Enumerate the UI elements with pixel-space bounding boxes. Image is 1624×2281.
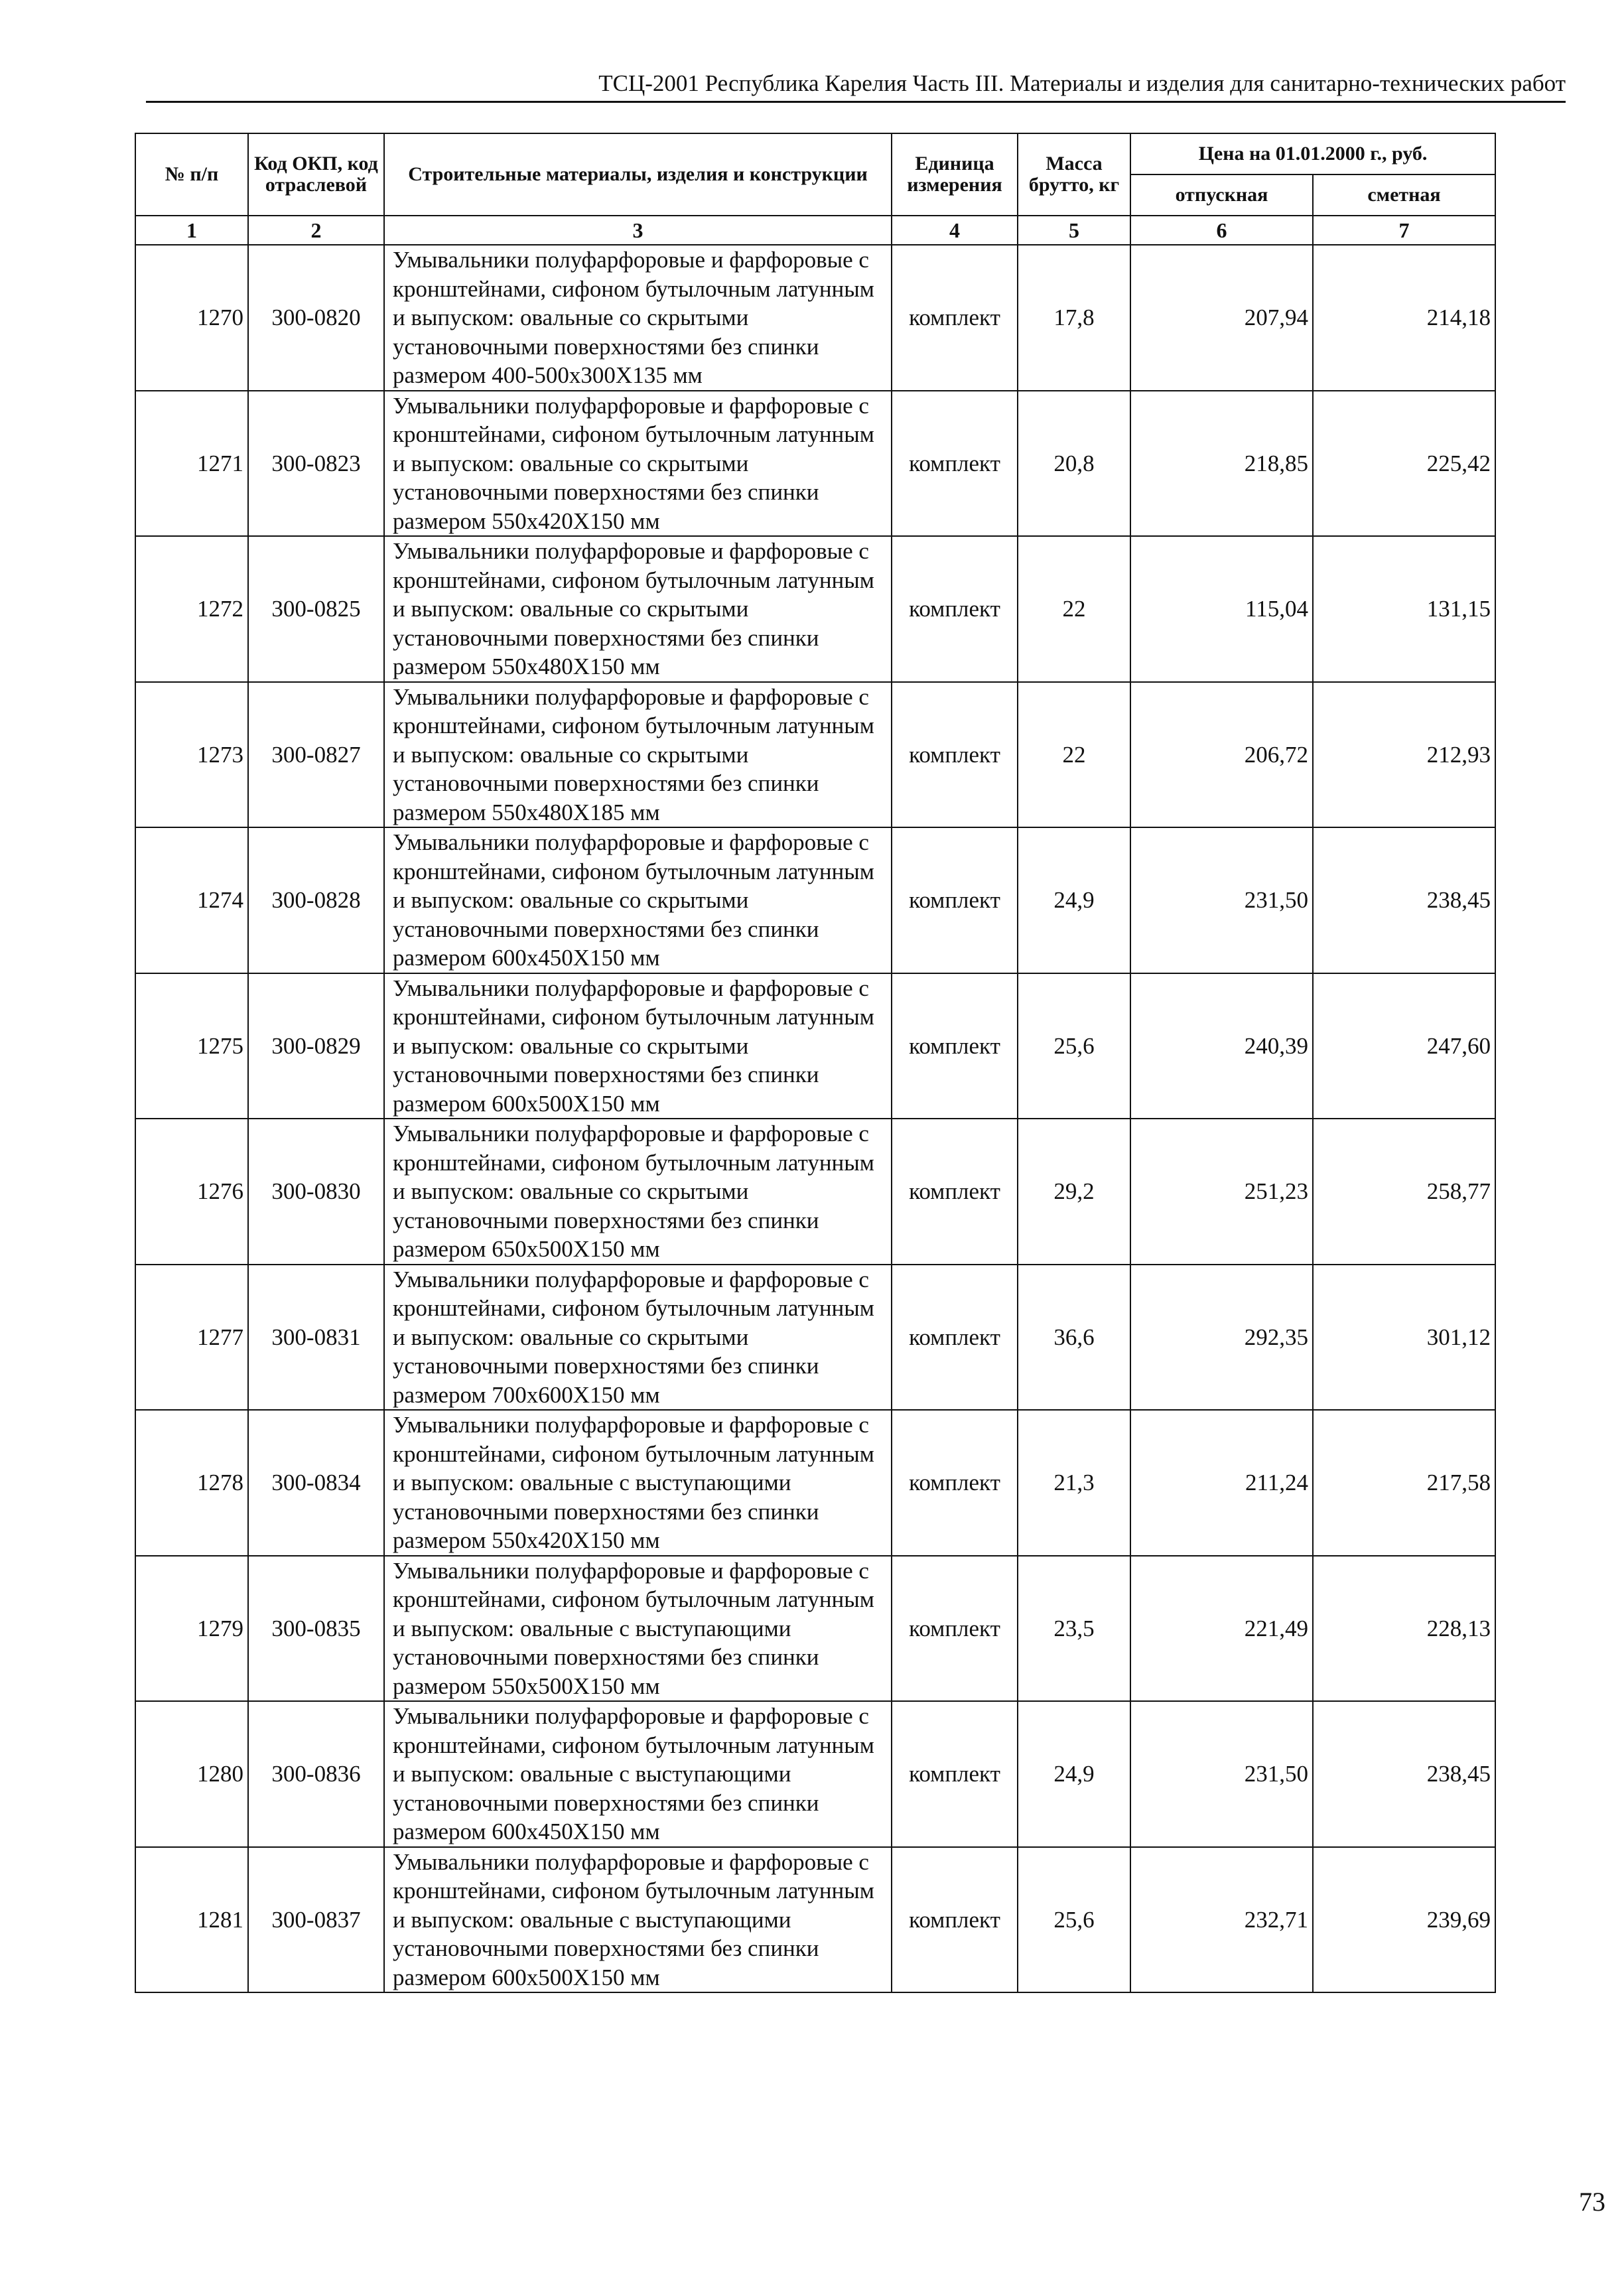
row-description: Умывальники полуфарфоровые и фарфоровые с кронштейнами, сифоном бутылочным латунным и выпуском: овальные со скрытыми установочными поверхностями без спинки размером 550х480Х150 мм — [384, 536, 892, 682]
row-code: 300-0820 — [248, 245, 384, 391]
row-number: 1277 — [135, 1265, 248, 1411]
table-row — [135, 1119, 1495, 1265]
column-number: 5 — [1018, 216, 1130, 245]
column-number: 6 — [1130, 216, 1313, 245]
row-price-release: 240,39 — [1130, 973, 1313, 1119]
row-mass: 25,6 — [1018, 1847, 1130, 1993]
row-unit: комплект — [892, 827, 1018, 973]
row-unit: комплект — [892, 1119, 1018, 1265]
row-unit: комплект — [892, 682, 1018, 828]
row-price-release: 206,72 — [1130, 682, 1313, 828]
row-price-estimate: 131,15 — [1313, 536, 1495, 682]
row-price-release: 251,23 — [1130, 1119, 1313, 1265]
row-description: Умывальники полуфарфоровые и фарфоровые с кронштейнами, сифоном бутылочным латунным и выпуском: овальные с выступающими установочными поверхностями без спинки размером 550х420Х150 мм — [384, 1410, 892, 1556]
row-unit: комплект — [892, 1410, 1018, 1556]
running-header: ТСЦ-2001 Республика Карелия Часть III. Материалы и изделия для санитарно-технических работ — [598, 70, 1566, 96]
page-number: 73 — [1579, 2187, 1605, 2217]
row-price-release: 221,49 — [1130, 1556, 1313, 1702]
table-row — [135, 245, 1495, 391]
row-number: 1280 — [135, 1701, 248, 1847]
table-row — [135, 1847, 1495, 1993]
column-number: 7 — [1313, 216, 1495, 245]
row-price-release: 115,04 — [1130, 536, 1313, 682]
row-unit: комплект — [892, 245, 1018, 391]
row-description: Умывальники полуфарфоровые и фарфоровые с кронштейнами, сифоном бутылочным латунным и выпуском: овальные со скрытыми установочными поверхностями без спинки размером 700х600Х150 мм — [384, 1265, 892, 1411]
table-row — [135, 1265, 1495, 1411]
row-mass: 22 — [1018, 682, 1130, 828]
row-unit: комплект — [892, 536, 1018, 682]
row-description: Умывальники полуфарфоровые и фарфоровые с кронштейнами, сифоном бутылочным латунным и выпуском: овальные с выступающими установочными поверхностями без спинки размером 600х450Х150 мм — [384, 1701, 892, 1847]
row-number: 1271 — [135, 391, 248, 537]
row-mass: 36,6 — [1018, 1265, 1130, 1411]
row-mass: 23,5 — [1018, 1556, 1130, 1702]
row-unit: комплект — [892, 973, 1018, 1119]
row-number: 1274 — [135, 827, 248, 973]
row-price-estimate: 301,12 — [1313, 1265, 1495, 1411]
price-table — [135, 133, 1496, 1993]
column-number: 4 — [892, 216, 1018, 245]
row-price-estimate: 225,42 — [1313, 391, 1495, 537]
row-price-release: 207,94 — [1130, 245, 1313, 391]
row-price-estimate: 217,58 — [1313, 1410, 1495, 1556]
header-rule — [146, 101, 1566, 103]
row-price-estimate: 228,13 — [1313, 1556, 1495, 1702]
row-unit: комплект — [892, 1265, 1018, 1411]
row-number: 1281 — [135, 1847, 248, 1993]
row-mass: 22 — [1018, 536, 1130, 682]
table-row — [135, 973, 1495, 1119]
table-row — [135, 1701, 1495, 1847]
row-description: Умывальники полуфарфоровые и фарфоровые с кронштейнами, сифоном бутылочным латунным и выпуском: овальные со скрытыми установочными поверхностями без спинки размером 600х450Х150 мм — [384, 827, 892, 973]
row-price-release: 231,50 — [1130, 1701, 1313, 1847]
row-price-release: 211,24 — [1130, 1410, 1313, 1556]
row-code: 300-0837 — [248, 1847, 384, 1993]
header-price-estimate: сметная — [1313, 174, 1495, 216]
row-mass: 21,3 — [1018, 1410, 1130, 1556]
header-name: Строительные материалы, изделия и конструкции — [384, 133, 892, 216]
row-description: Умывальники полуфарфоровые и фарфоровые с кронштейнами, сифоном бутылочным латунным и выпуском: овальные с выступающими установочными поверхностями без спинки размером 600х500Х150 мм — [384, 1847, 892, 1993]
row-code: 300-0830 — [248, 1119, 384, 1265]
row-price-estimate: 238,45 — [1313, 1701, 1495, 1847]
row-description: Умывальники полуфарфоровые и фарфоровые с кронштейнами, сифоном бутылочным латунным и выпуском: овальные со скрытыми установочными поверхностями без спинки размером 600х500Х150 мм — [384, 973, 892, 1119]
row-price-release: 218,85 — [1130, 391, 1313, 537]
column-number: 2 — [248, 216, 384, 245]
header-row — [135, 133, 1495, 174]
row-unit: комплект — [892, 1701, 1018, 1847]
column-number: 3 — [384, 216, 892, 245]
row-description: Умывальники полуфарфоровые и фарфоровые с кронштейнами, сифоном бутылочным латунным и выпуском: овальные со скрытыми установочными поверхностями без спинки размером 550х420Х150 мм — [384, 391, 892, 537]
row-number: 1279 — [135, 1556, 248, 1702]
row-code: 300-0829 — [248, 973, 384, 1119]
row-price-estimate: 212,93 — [1313, 682, 1495, 828]
table-row — [135, 536, 1495, 682]
row-code: 300-0825 — [248, 536, 384, 682]
table-row — [135, 1410, 1495, 1556]
header-mass: Масса брутто, кг — [1018, 133, 1130, 216]
table-row — [135, 827, 1495, 973]
row-code: 300-0836 — [248, 1701, 384, 1847]
row-description: Умывальники полуфарфоровые и фарфоровые с кронштейнами, сифоном бутылочным латунным и выпуском: овальные со скрытыми установочными поверхностями без спинки размером 400-500х300Х135 мм — [384, 245, 892, 391]
table-body — [135, 245, 1495, 1992]
row-price-estimate: 247,60 — [1313, 973, 1495, 1119]
row-number: 1278 — [135, 1410, 248, 1556]
row-description: Умывальники полуфарфоровые и фарфоровые с кронштейнами, сифоном бутылочным латунным и выпуском: овальные со скрытыми установочными поверхностями без спинки размером 550х480Х185 мм — [384, 682, 892, 828]
row-code: 300-0828 — [248, 827, 384, 973]
table-row — [135, 1556, 1495, 1702]
row-number: 1272 — [135, 536, 248, 682]
row-number: 1276 — [135, 1119, 248, 1265]
row-price-estimate: 239,69 — [1313, 1847, 1495, 1993]
row-price-estimate: 214,18 — [1313, 245, 1495, 391]
row-unit: комплект — [892, 1556, 1018, 1702]
column-number-row — [135, 216, 1495, 245]
row-code: 300-0835 — [248, 1556, 384, 1702]
row-description: Умывальники полуфарфоровые и фарфоровые с кронштейнами, сифоном бутылочным латунным и выпуском: овальные со скрытыми установочными поверхностями без спинки размером 650х500Х150 мм — [384, 1119, 892, 1265]
row-mass: 29,2 — [1018, 1119, 1130, 1265]
header-unit: Единица измерения — [892, 133, 1018, 216]
row-mass: 24,9 — [1018, 827, 1130, 973]
header-num: № п/п — [135, 133, 248, 216]
row-price-release: 232,71 — [1130, 1847, 1313, 1993]
row-mass: 20,8 — [1018, 391, 1130, 537]
row-mass: 17,8 — [1018, 245, 1130, 391]
row-description: Умывальники полуфарфоровые и фарфоровые с кронштейнами, сифоном бутылочным латунным и выпуском: овальные с выступающими установочными поверхностями без спинки размером 550х500Х150 мм — [384, 1556, 892, 1702]
column-number: 1 — [135, 216, 248, 245]
header-price-release: отпускная — [1130, 174, 1313, 216]
row-number: 1270 — [135, 245, 248, 391]
row-number: 1275 — [135, 973, 248, 1119]
row-code: 300-0831 — [248, 1265, 384, 1411]
row-price-estimate: 258,77 — [1313, 1119, 1495, 1265]
row-number: 1273 — [135, 682, 248, 828]
row-price-estimate: 238,45 — [1313, 827, 1495, 973]
row-price-release: 292,35 — [1130, 1265, 1313, 1411]
table-row — [135, 682, 1495, 828]
row-code: 300-0834 — [248, 1410, 384, 1556]
header-price-group: Цена на 01.01.2000 г., руб. — [1130, 133, 1495, 174]
row-unit: комплект — [892, 391, 1018, 537]
row-mass: 25,6 — [1018, 973, 1130, 1119]
row-unit: комплект — [892, 1847, 1018, 1993]
row-code: 300-0827 — [248, 682, 384, 828]
row-code: 300-0823 — [248, 391, 384, 537]
row-mass: 24,9 — [1018, 1701, 1130, 1847]
header-code: Код ОКП, код отраслевой — [248, 133, 384, 216]
row-price-release: 231,50 — [1130, 827, 1313, 973]
table-row — [135, 391, 1495, 537]
